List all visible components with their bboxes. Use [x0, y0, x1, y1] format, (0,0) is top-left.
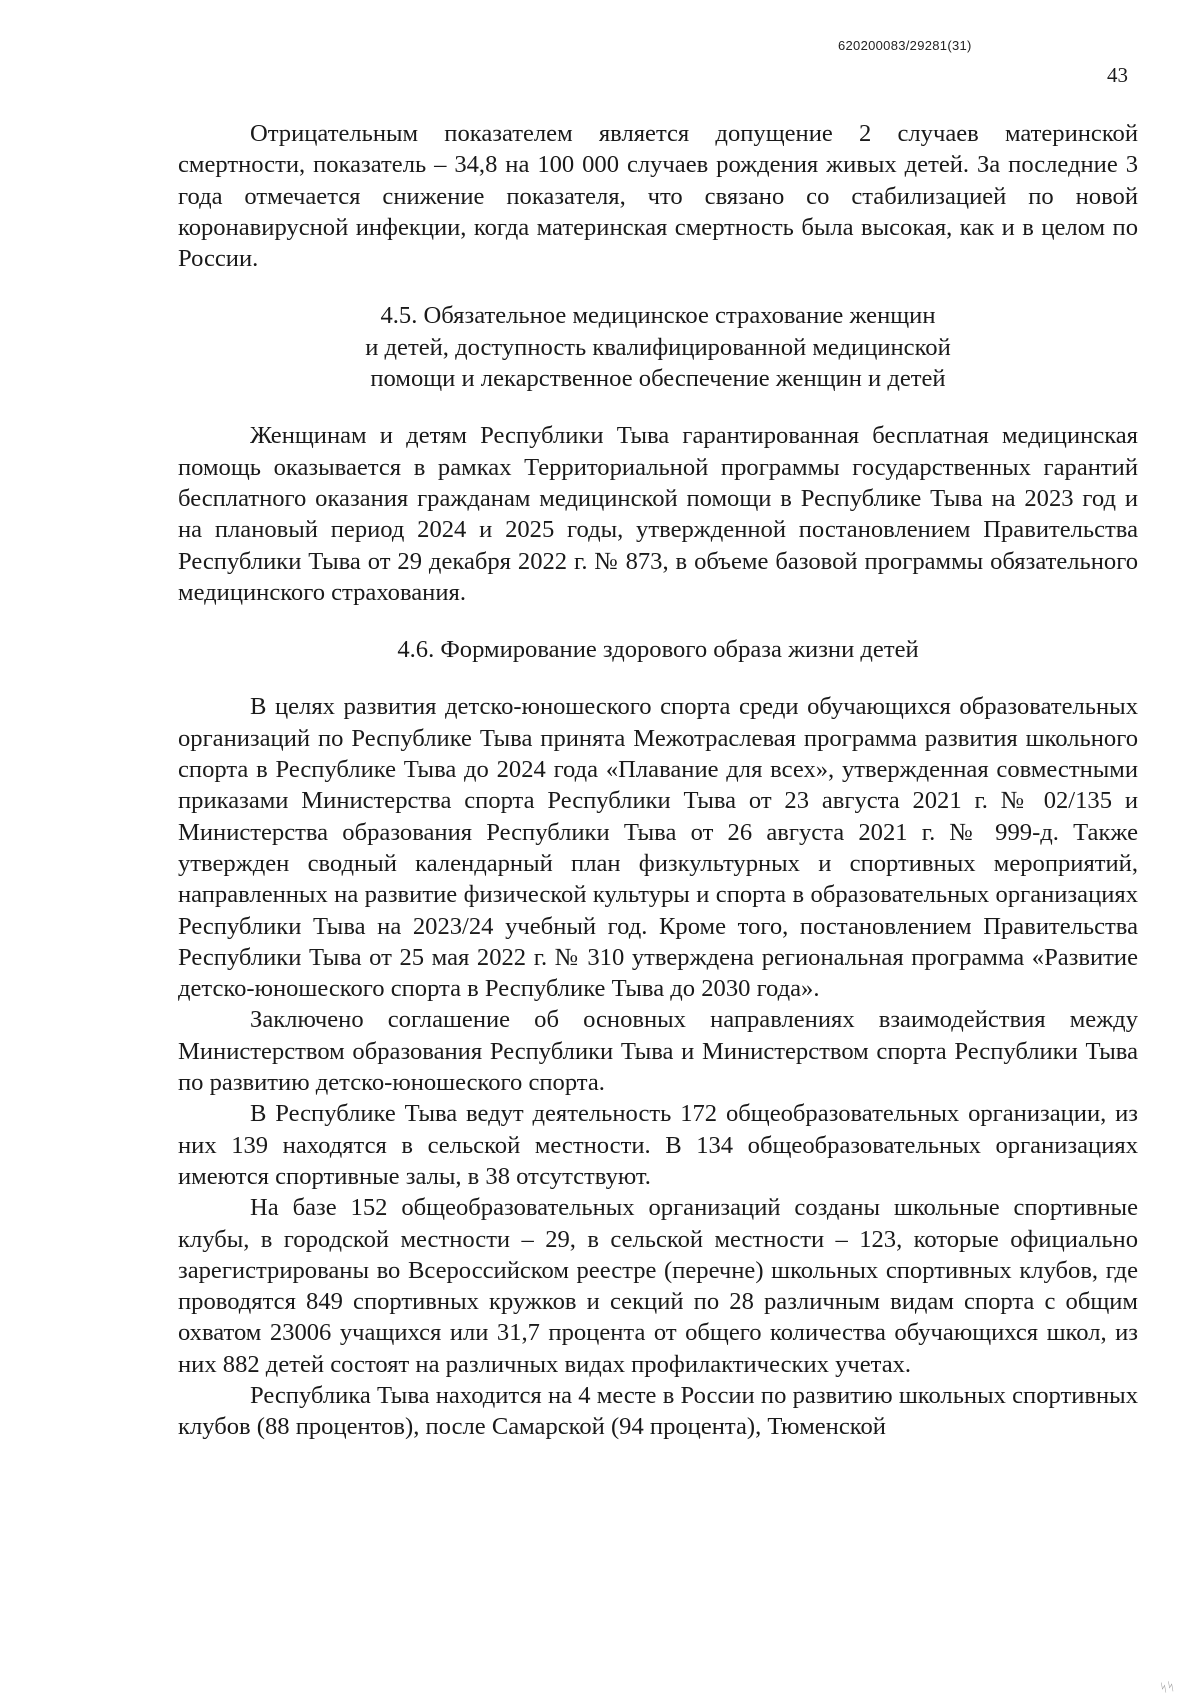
page-number: 43	[1107, 63, 1128, 87]
section-heading-4-5-line-1: 4.5. Обязательное медицинское страхование женщин	[380, 302, 936, 330]
section-heading-4-5-line-3: помощи и лекарственное обеспечение женщин и детей	[370, 365, 946, 393]
paragraph-sport-clubs: На базе 152 общеобразовательных организаций созданы школьные спортивные клубы, в городской местности – 29, в сельской местности – 123, которые официально зарегистрированы во Всероссийском реестре (перечне) школьных спортивных клубов, где проводятся 849 спортивных кружков и секций по 28 различным видам спорта с общим охватом 23006 учащихся или 31,7 процента от общего количества обучающихся школ, из них 882 детей состоят на различных видах профилактических учетах.	[178, 1194, 1138, 1378]
section-heading-4-6: 4.6. Формирование здорового образа жизни детей	[397, 636, 919, 664]
paragraph-agreement: Заключено соглашение об основных направлениях взаимодействия между Министерством образования Республики Тыва и Министерством спорта Республики Тыва по развитию детско-юношеского спорта.	[178, 1006, 1138, 1097]
document-id: 620200083/29281(31)	[838, 38, 972, 53]
paragraph-ranking: Республика Тыва находится на 4 месте в России по развитию школьных спортивных клубов (88 процентов), после Самарской (94 процента), Тюменской	[178, 1381, 1138, 1441]
paragraph-youth-sport-program: В целях развития детско-юношеского спорта среди обучающихся образовательных организаций по Республике Тыва принята Межотраслевая программа развития школьного спорта в Республике Тыва до 2024 года «Плавание для всех», утвержденная совместными приказами Министерства спорта Республики Тыва от 23 августа 2021 г. № 02/135 и Министерства образования Республики Тыва от 26 августа 2021 г. № 999-д. Также утвержден сводный календарный план физкультурных и спортивных мероприятий, направленных на развитие физической культуры и спорта в образовательных организациях Республики Тыва на 2023/24 учебный год. Кроме того, постановлением Правительства Республики Тыва от 25 мая 2022 г. № 310 утверждена региональная программа «Развитие детско-юношеского спорта в Республике Тыва до 2030 года».	[178, 693, 1138, 1003]
paragraph-maternal-mortality: Отрицательным показателем является допущение 2 случаев материнской смертности, показатель – 34,8 на 100 000 случаев рождения живых детей. За последние 3 года отмечается снижение показателя, что связано со стабилизацией по новой коронавирусной инфекции, когда материнская смертность была высокая, как и в целом по России.	[178, 120, 1138, 273]
document-body	[178, 118, 1138, 1443]
paragraph-school-count: В Республике Тыва ведут деятельность 172 общеобразовательных организации, из них 139 находятся в сельской местности. В 134 общеобразовательных организациях имеются спортивные залы, в 38 отсутствуют.	[178, 1100, 1138, 1190]
paragraph-medical-insurance: Женщинам и детям Республики Тыва гарантированная бесплатная медицинская помощь оказывается в рамках Территориальной программы государственных гарантий бесплатного оказания гражданам медицинской помощи в Республике Тыва на 2023 год и на плановый период 2024 и 2025 годы, утвержденной постановлением Правительства Республики Тыва от 29 декабря 2022 г. № 873, в объеме базовой программы обязательного медицинского страхования.	[178, 422, 1138, 606]
handwritten-mark: ᛋᛋ	[1158, 1678, 1176, 1696]
section-heading-4-5-line-2: и детей, доступность квалифицированной медицинской	[365, 333, 951, 361]
section-heading-4-5	[178, 300, 1138, 394]
